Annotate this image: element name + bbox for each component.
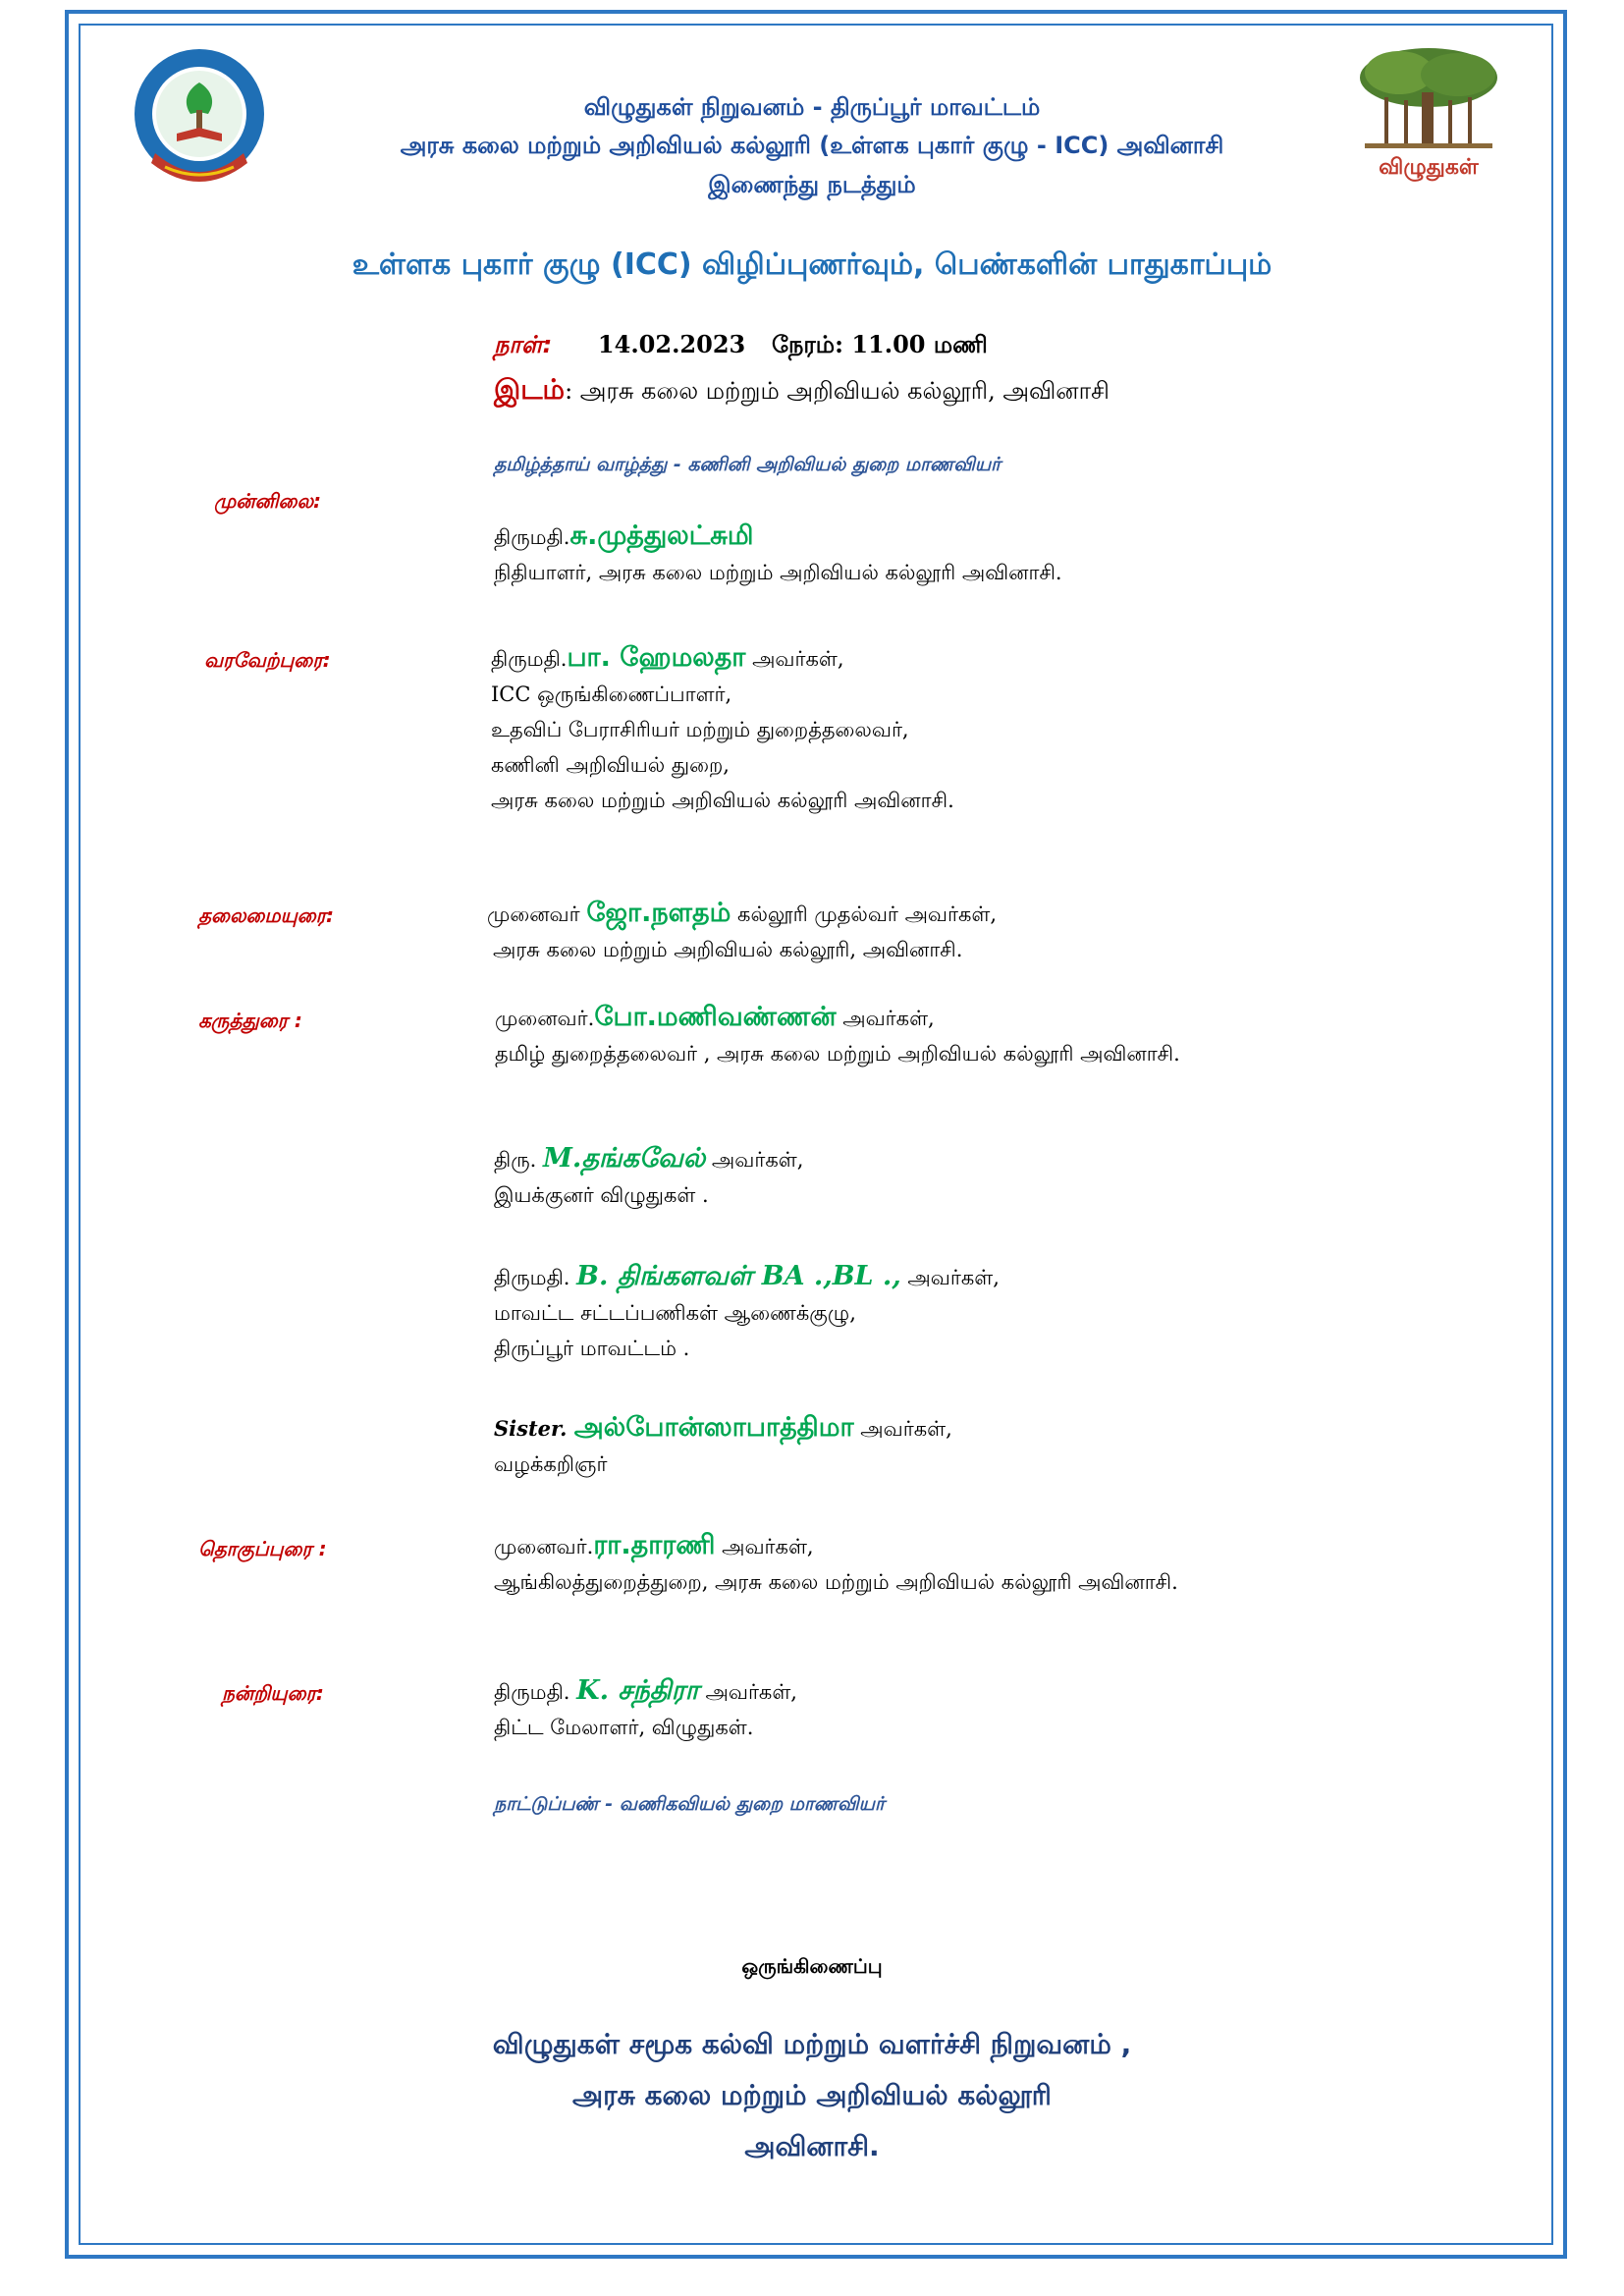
presence-line: நிதியாளர், அரசு கலை மற்றும் அறிவியல் கல்லூரி அவினாசி. — [494, 561, 1062, 584]
vote-prefix: திருமதி. — [494, 1680, 577, 1704]
date-time-row — [494, 330, 988, 361]
speaker4-block — [494, 1410, 952, 1482]
presence-name: சு.முத்துலட்சுமி — [569, 520, 754, 551]
presidential-suffix: கல்லூரி முதல்வர் அவர்கள், — [731, 902, 998, 926]
speaker2-line: இயக்குனர் விழுதுகள் . — [494, 1183, 709, 1207]
coordination-line: அரசு கலை மற்றும் அறிவியல் கல்லூரி — [572, 2079, 1052, 2111]
speaker3-prefix: திருமதி. — [494, 1266, 577, 1289]
date-value: 14.02.2023 — [597, 330, 746, 358]
welcome-line: ICC ஒருங்கிணைப்பாளர், — [491, 683, 732, 706]
anthem-text: நாட்டுப்பண் - வணிகவியல் துறை மாணவியர் — [494, 1793, 885, 1815]
speaker2-name: M.தங்கவேல் — [543, 1143, 706, 1174]
welcome-line: அரசு கலை மற்றும் அறிவியல் கல்லூரி அவினாசி. — [491, 789, 954, 812]
event-title: உள்ளக புகார் குழு (ICC) விழிப்புணர்வும், பெண்களின் பாதுகாப்பும் — [352, 247, 1272, 282]
header-line-2: அரசு கலை மற்றும் அறிவியல் கல்லூரி (உள்ளக புகார் குழு - ICC) அவினாசி — [400, 132, 1224, 159]
speaker3-suffix: அவர்கள், — [900, 1266, 1000, 1289]
speaker4-line: வழக்கறிஞர் — [494, 1452, 608, 1476]
coordination-label: ஒருங்கிணைப்பு — [741, 1954, 883, 1978]
header-line-3: இணைந்து நடத்தும் — [708, 171, 916, 198]
speaker4-name: அல்போன்ஸாபாத்திமா — [573, 1412, 854, 1443]
header-line-1: விழுதுகள் நிறுவனம் - திருப்பூர் மாவட்டம் — [583, 93, 1041, 121]
date-label: நாள்: — [494, 331, 553, 358]
speaker2-prefix: திரு. — [494, 1148, 544, 1172]
presence-block — [494, 519, 1062, 590]
speaker2-suffix: அவர்கள், — [705, 1148, 804, 1172]
venue-row — [494, 373, 1110, 410]
venue-label: இடம் — [494, 373, 566, 406]
welcome-line: கணினி அறிவியல் துறை, — [491, 753, 730, 777]
logo-text: விழுதுகள் — [1379, 155, 1479, 180]
summary-prefix: முனைவர். — [494, 1535, 594, 1558]
keynote-name: போ.மணிவண்ணன் — [594, 1002, 837, 1032]
summary-line: ஆங்கிலத்துறைத்துறை, அரசு கலை மற்றும் அறிவியல் கல்லூரி அவினாசி. — [494, 1570, 1178, 1594]
speaker3-block — [494, 1259, 1000, 1366]
summary-block — [494, 1528, 1178, 1600]
coordination-line: விழுதுகள் சமூக கல்வி மற்றும் வளர்ச்சி நிறுவனம் , — [492, 2028, 1132, 2060]
welcome-name: பா. ஹேமலதா — [567, 642, 746, 673]
keynote-label: கருத்துரை : — [198, 1009, 302, 1032]
coordination-line: அவினாசி. — [744, 2130, 880, 2162]
presence-label: முன்னிலை: — [214, 489, 322, 513]
vote-line: திட்ட மேலாளர், விழுதுகள். — [494, 1716, 754, 1739]
speaker3-line: திருப்பூர் மாவட்டம் . — [494, 1337, 690, 1360]
vote-name: K. சந்திரா — [576, 1675, 699, 1706]
venue-value: : அரசு கலை மற்றும் அறிவியல் கல்லூரி, அவினாசி — [565, 377, 1110, 405]
speaker2-block — [494, 1141, 803, 1213]
summary-label: தொகுப்புரை : — [198, 1537, 327, 1560]
speaker3-name: B. திங்களவள் BA .,BL ., — [576, 1261, 901, 1291]
keynote-block — [495, 1000, 1180, 1071]
speaker3-line: மாவட்ட சட்டப்பணிகள் ஆணைக்குழு, — [494, 1301, 856, 1325]
summary-name: ரா.தாரணி — [593, 1530, 716, 1560]
time-text: நேரம்: 11.00 மணி — [771, 330, 988, 358]
welcome-line: உதவிப் பேராசிரியர் மற்றும் துறைத்தலைவர், — [491, 718, 909, 741]
presidential-block — [487, 896, 997, 967]
vote-block — [494, 1673, 797, 1745]
invocation-text: தமிழ்த்தாய் வாழ்த்து - கணினி அறிவியல் துறை மாணவியர் — [494, 454, 1001, 475]
speaker4-prefix: Sister. — [494, 1416, 574, 1441]
summary-suffix: அவர்கள், — [715, 1535, 814, 1558]
welcome-suffix: அவர்கள், — [745, 647, 844, 671]
welcome-label: வரவேற்புரை: — [204, 648, 331, 672]
presidential-name: ஜோ.நளதம் — [586, 898, 731, 928]
presence-prefix: திருமதி. — [494, 525, 570, 549]
vote-label: நன்றியுரை: — [222, 1681, 324, 1705]
keynote-prefix: முனைவர். — [495, 1007, 595, 1030]
coordination-block — [0, 2019, 1624, 2172]
speaker4-suffix: அவர்கள், — [853, 1417, 952, 1441]
keynote-suffix: அவர்கள், — [836, 1007, 935, 1030]
presidential-label: தலைமையுரை: — [198, 903, 334, 927]
presidential-line: அரசு கலை மற்றும் அறிவியல் கல்லூரி, அவினாசி. — [493, 938, 963, 961]
keynote-line: தமிழ் துறைத்தலைவர் , அரசு கலை மற்றும் அறிவியல் கல்லூரி அவினாசி. — [495, 1042, 1180, 1066]
presidential-prefix: முனைவர் — [487, 902, 587, 926]
welcome-block — [491, 640, 954, 818]
welcome-prefix: திருமதி. — [491, 647, 568, 671]
vote-suffix: அவர்கள், — [698, 1680, 797, 1704]
